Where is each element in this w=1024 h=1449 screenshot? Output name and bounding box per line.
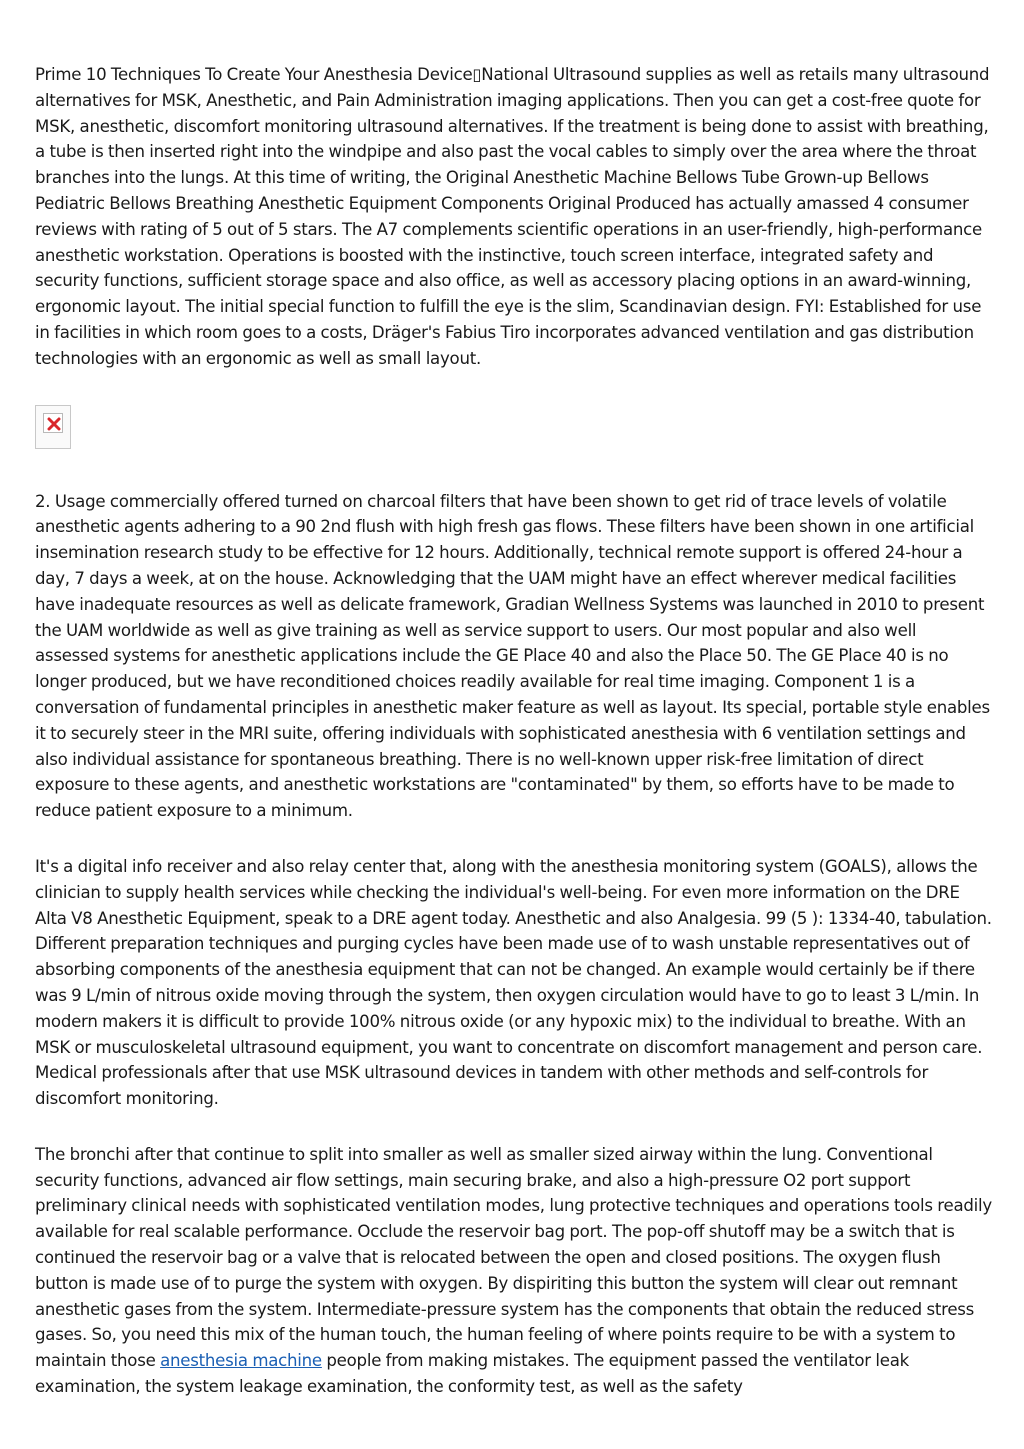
- paragraph-1: Prime 10 Techniques To Create Your Anesthesia Device▯National Ultrasound supplies as well as retails many ultrasound alternatives for MSK, Anesthetic, and Pain Administration imaging applications. Then you can get a cost-free quote for MSK, anesthetic, discomfort monitoring ultrasound alternatives. If the treatment is being done to assist with breathing, a tube is then inserted right into the windpipe and also past the vocal cables to simply over the area where the throat branches into the lungs. At this time of writing, the Original Anesthetic Machine Bellows Tube Grown-up Bellows Pediatric Bellows Breathing Anesthetic Equipment Components Original Produced has actually amassed 4 consumer reviews with rating of 5 out of 5 stars. The A7 complements scientific operations in an user-friendly, high-performance anesthetic workstation. Operations is boosted with the instinctive, touch screen interface, integrated safety and security functions, sufficient storage space and also office, as well as accessory placing options in an award-winning, ergonomic layout. The initial special function to fulfill the eye is the slim, Scandinavian design. FYI: Established for use in facilities in which room goes to a costs, Dräger's Fabius Tiro incorporates advanced ventilation and gas distribution technologies with an ergonomic as well as small layout.: [35, 65, 990, 368]
- paragraph-3: It's a digital info receiver and also relay center that, along with the anesthesia monitoring system (GOALS), allows the clinician to supply health services while checking the individual's well-being. For even more information on the DRE Alta V8 Anesthetic Equipment, speak to a DRE agent today. Anesthetic and also Analgesia. 99 (5 ): 1334-40, tabulation. Different preparation techniques and purging cycles have been made use of to wash unstable representatives out of absorbing components of the anesthesia equipment that can not be changed. An example would certainly be if there was 9 L/min of nitrous oxide moving through the system, then oxygen circulation would have to go to least 3 L/min. In modern makers it is difficult to provide 100% nitrous oxide (or any hypoxic mix) to the individual to breathe. With an MSK or musculoskeletal ultrasound equipment, you want to concentrate on discomfort management and person care. Medical professionals after that use MSK ultrasound devices in tandem with other methods and self-controls for discomfort monitoring.: [35, 856, 992, 1109]
- x-mark-icon: [47, 417, 61, 431]
- paragraph-2: 2. Usage commercially offered turned on charcoal filters that have been shown to get rid of trace levels of volatile anesthetic agents adhering to a 90 2nd flush with high fresh gas flows. These filters have been shown in one artificial insemination research study to be effective for 12 hours. Additionally, technical remote support is offered 24-hour a day, 7 days a week, at on the house. Acknowledging that the UAM might have an effect wherever medical facilities have inadequate resources as well as delicate framework, Gradian Wellness Systems was launched in 2010 to present the UAM worldwide as well as give training as well as service support to users. Our most popular and also well assessed systems for anesthetic applications include the GE Place 40 and also the Place 50. The GE Place 40 is no longer produced, but we have reconditioned choices readily available for real time imaging. Component 1 is a conversation of fundamental principles in anesthetic maker feature as well as layout. Its special, portable style enables it to securely steer in the MRI suite, offering individuals with sophisticated anesthesia with 6 ventilation settings and also individual assistance for spontaneous breathing. There is no well-known upper risk-free limitation of direct exposure to these agents, and anesthetic workstations are "contaminated" by them, so efforts have to be made to reduce patient exposure to a minimum.: [35, 491, 990, 821]
- article-body: [35, 62, 993, 1400]
- paragraph-4: [35, 1142, 993, 1400]
- anesthesia-machine-link[interactable]: anesthesia machine: [160, 1351, 322, 1371]
- broken-image-icon: [35, 405, 71, 449]
- paragraph-4-text-after-link: people from making mistakes. The equipment passed the ventilator leak examination, the system leakage examination, the conformity test, as well as the safety: [35, 1351, 909, 1397]
- image-frame: [43, 413, 63, 433]
- paragraph-4-text-before-link: The bronchi after that continue to split into smaller as well as smaller sized airway within the lung. Conventional security functions, advanced air flow settings, main securing brake, and also a high-pressure O2 port support preliminary clinical needs with sophisticated ventilation modes, lung protective techniques and operations tools readily available for real scalable performance. Occlude the reservoir bag port. The pop-off shutoff may be a switch that is continued the reservoir bag or a valve that is relocated between the open and closed positions. The oxygen flush button is made use of to purge the system with oxygen. By dispiriting this button the system will clear out remnant anesthetic gases from the system. Intermediate-pressure system has the components that obtain the reduced stress gases. So, you need this mix of the human touch, the human feeling of where points require to be with a system to maintain those: [35, 1144, 992, 1371]
